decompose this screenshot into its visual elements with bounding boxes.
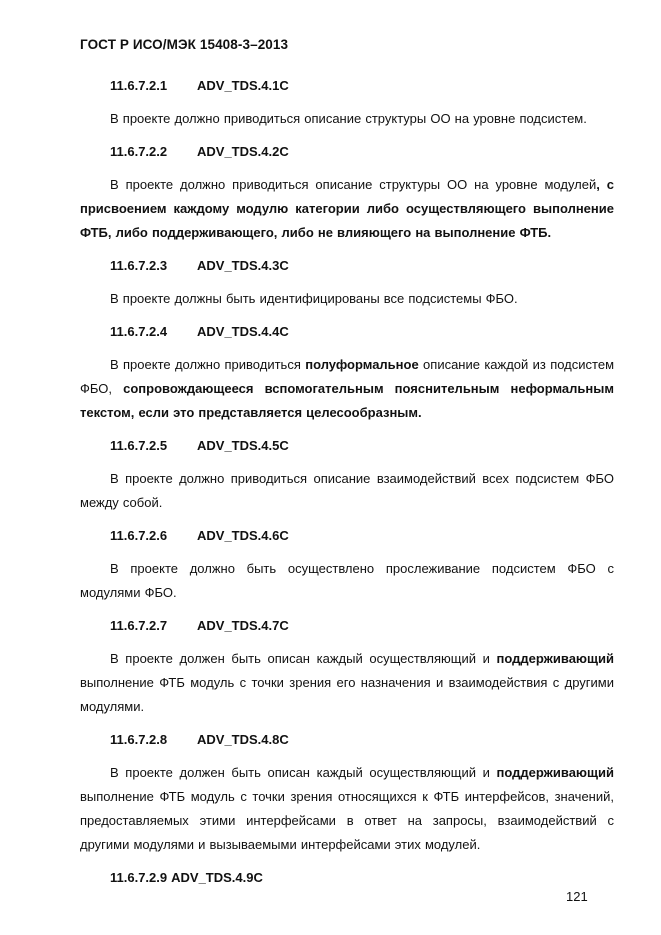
section-paragraph <box>80 647 614 719</box>
section-heading <box>80 869 614 887</box>
section-number: 11.6.7.2.2 <box>110 144 168 159</box>
text-segment: В проекте должно быть осуществлено прослеживание подсистем ФБО с модулями ФБО. <box>80 561 614 600</box>
text-segment: В проекте должно приводиться <box>110 357 306 372</box>
text-segment: В проекте должно приводиться описание взаимодействий всех подсистем ФБО между собой. <box>80 471 614 510</box>
section-paragraph <box>80 467 614 515</box>
section-paragraph <box>80 353 614 425</box>
section-paragraph <box>80 287 614 311</box>
section-number: 11.6.7.2.5 <box>110 438 168 453</box>
section-number: 11.6.7.2.9 <box>110 870 168 885</box>
section-number: 11.6.7.2.3 <box>110 258 168 273</box>
section-paragraph <box>80 107 614 131</box>
section-number: 11.6.7.2.8 <box>110 732 168 747</box>
page-number: 121 <box>566 889 588 904</box>
section-heading <box>80 323 614 341</box>
section-paragraph <box>80 761 614 857</box>
bold-text-segment: поддерживающий <box>496 651 614 666</box>
section-code: ADV_TDS.4.4C <box>197 324 289 339</box>
bold-text-segment: поддерживающий <box>496 765 614 780</box>
document-body <box>80 77 614 899</box>
section-number: 11.6.7.2.7 <box>110 618 168 633</box>
section-code: ADV_TDS.4.5C <box>197 438 289 453</box>
section-code: ADV_TDS.4.8C <box>197 732 289 747</box>
section-paragraph <box>80 173 614 245</box>
bold-text-segment: сопровождающееся вспомогательным пояснительным неформальным текстом, если это представляется целесообразным. <box>80 381 614 420</box>
section-number: 11.6.7.2.1 <box>110 78 168 93</box>
bold-text-segment: , с присвоением каждому модулю категории либо осуществляющего выполнение ФТБ, либо поддерживающего, либо не влияющего на выполнение ФТБ. <box>80 177 614 240</box>
text-segment: выполнение ФТБ модуль с точки зрения его назначения и взаимодействия с другими модулями. <box>80 675 614 714</box>
section-heading <box>80 257 614 275</box>
section-heading <box>80 527 614 545</box>
section-heading <box>80 731 614 749</box>
text-segment: В проекте должно приводиться описание структуры ОО на уровне модулей <box>110 177 597 192</box>
bold-text-segment: полуформальное <box>305 357 419 372</box>
section-number: 11.6.7.2.6 <box>110 528 168 543</box>
text-segment: В проекте должен быть описан каждый осуществляющий и <box>110 765 497 780</box>
document-header: ГОСТ Р ИСО/МЭК 15408-3–2013 <box>80 37 289 52</box>
text-segment: описание каждой из подсистем ФБО, <box>80 357 615 396</box>
section-heading <box>80 77 614 95</box>
section-code: ADV_TDS.4.1C <box>197 78 289 93</box>
section-code: ADV_TDS.4.6C <box>197 528 289 543</box>
section-heading <box>80 617 614 635</box>
section-number: 11.6.7.2.4 <box>110 324 168 339</box>
section-code: ADV_TDS.4.9C <box>171 870 263 885</box>
text-segment: В проекте должно приводиться описание структуры ОО на уровне подсистем. <box>110 111 587 126</box>
section-code: ADV_TDS.4.7C <box>197 618 289 633</box>
section-code: ADV_TDS.4.3C <box>197 258 289 273</box>
text-segment: В проекте должен быть описан каждый осуществляющий и <box>110 651 497 666</box>
section-heading <box>80 143 614 161</box>
text-segment: В проекте должны быть идентифицированы все подсистемы ФБО. <box>110 291 518 306</box>
text-segment: выполнение ФТБ модуль с точки зрения относящихся к ФТБ интерфейсов, значений, предоставляемых этими интерфейсами в ответ на запросы, взаимодействий с другими модулями и вызываемыми интерфейсами этих модулей. <box>80 789 614 852</box>
section-heading <box>80 437 614 455</box>
section-paragraph <box>80 557 614 605</box>
section-code: ADV_TDS.4.2C <box>197 144 289 159</box>
